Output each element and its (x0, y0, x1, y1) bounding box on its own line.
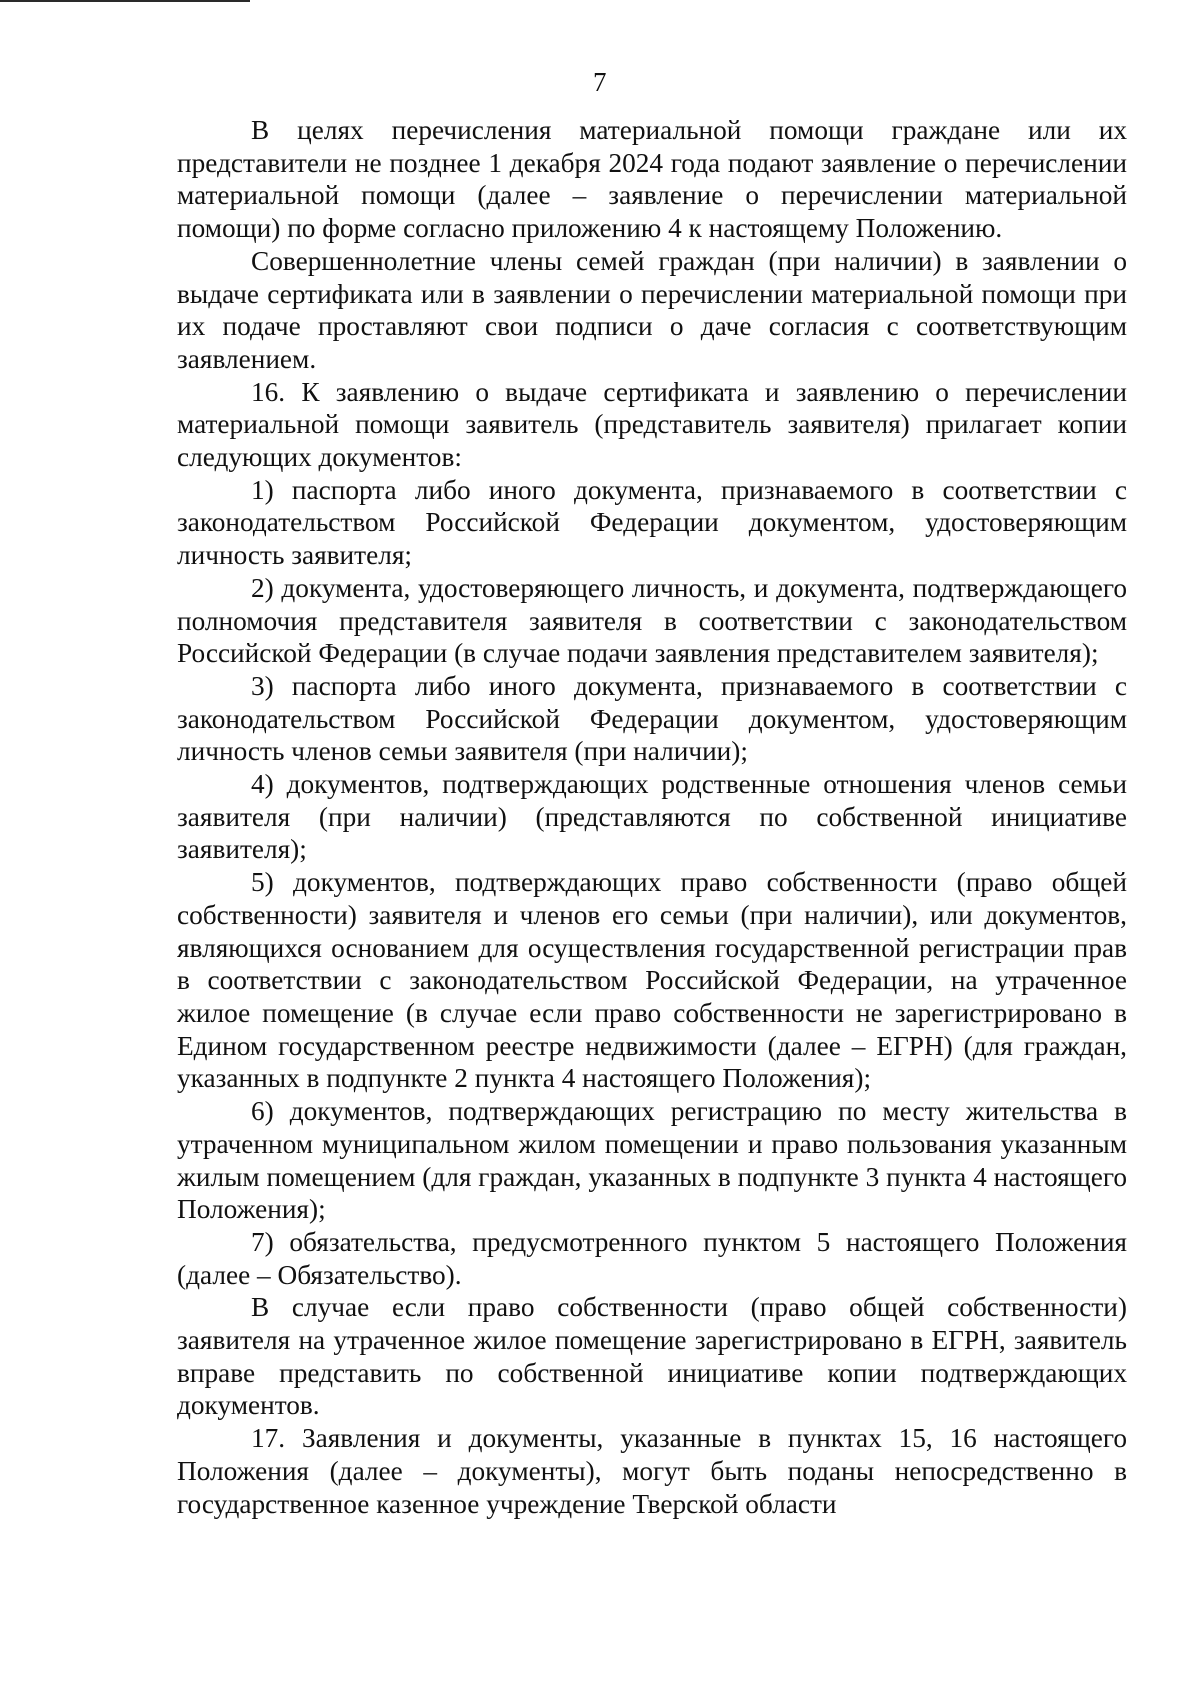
paragraph-egrn-registered: В случае если право собственности (право общей собственности) заявителя на утраченное жилое помещение зарегистрировано в ЕГРН, заявитель вправе представить по собственной инициативе копии подтверждающих документов. (177, 1292, 1127, 1421)
list-item-1: 1) паспорта либо иного документа, признаваемого в соответствии с законодательством Российской Федерации документом, удостоверяющим личность заявителя; (177, 474, 1127, 571)
paragraph-family-consent: Совершеннолетние члены семей граждан (при наличии) в заявлении о выдаче сертификата или в заявлении о перечислении материальной помощи при их подаче проставляют свои подписи о даче согласия с соответствующим заявлением. (177, 245, 1127, 374)
list-item-3: 3) паспорта либо иного документа, признаваемого в соответствии с законодательством Российской Федерации документом, удостоверяющим личность членов семьи заявителя (при наличии); (177, 670, 1127, 767)
paragraph-section-17: 17. Заявления и документы, указанные в пунктах 15, 16 настоящего Положения (далее – документы), могут быть поданы непосредственно в государственное казенное учреждение Тверской области (177, 1423, 1127, 1519)
document-body (177, 114, 1127, 1520)
list-item-4: 4) документов, подтверждающих родственные отношения членов семьи заявителя (при наличии) (представляются по собственной инициативе заявителя); (177, 769, 1127, 865)
paragraph-section-16: 16. К заявлению о выдаче сертификата и заявлению о перечислении материальной помощи заявитель (представитель заявителя) прилагает копии следующих документов: (177, 376, 1127, 473)
page-number: 7 (593, 67, 607, 97)
list-item-7: 7) обязательства, предусмотренного пунктом 5 настоящего Положения (далее – Обязательство). (177, 1226, 1127, 1290)
list-item-5: 5) документов, подтверждающих право собственности (право общей собственности) заявителя и членов его семьи (при наличии), или документов, являющихся основанием для осуществления государственной регистрации прав в соответствии с законодательством Российской Федерации, на утраченное жилое помещение (в случае если право собственности не зарегистрировано в Едином государственном реестре недвижимости (далее – ЕГРН) (для граждан, указанных в подпункте 2 пункта 4 настоящего Положения); (177, 867, 1127, 1094)
list-item-6: 6) документов, подтверждающих регистрацию по месту жительства в утраченном муниципальном жилом помещении и право пользования указанным жилым помещением (для граждан, указанных в подпункте 3 пункта 4 настоящего Положения); (177, 1096, 1127, 1225)
scan-edge-line (0, 0, 250, 2)
paragraph-transfer-application: В целях перечисления материальной помощи граждане или их представители не позднее 1 декабря 2024 года подают заявление о перечислении материальной помощи (далее – заявление о перечислении материальной помощи) по форме согласно приложению 4 к настоящему Положению. (177, 115, 1127, 244)
list-item-2: 2) документа, удостоверяющего личность, и документа, подтверждающего полномочия представителя заявителя в соответствии с законодательством Российской Федерации (в случае подачи заявления представителем заявителя); (177, 572, 1127, 669)
